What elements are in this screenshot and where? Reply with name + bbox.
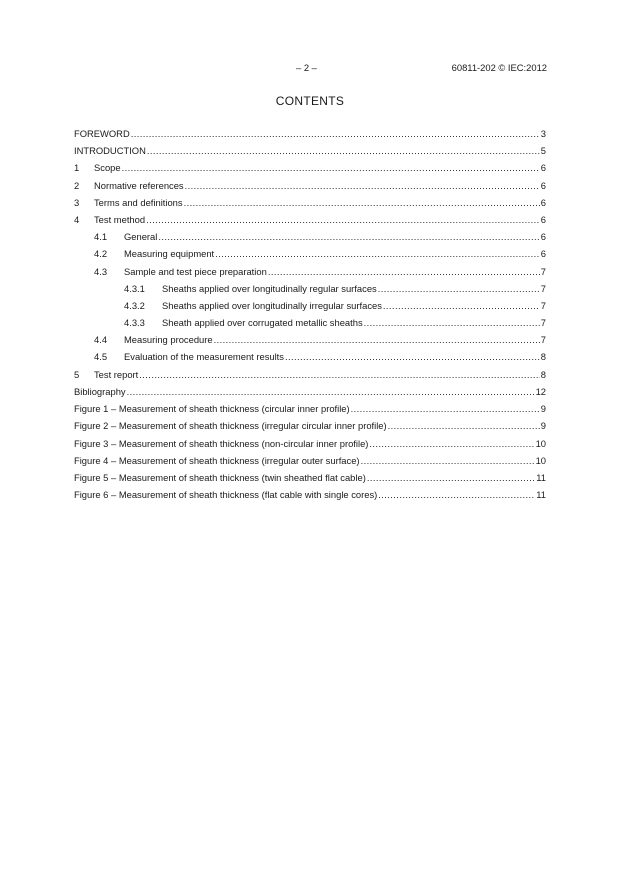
- toc-entry-page: 6: [540, 162, 546, 174]
- figure-entry-page: 10: [535, 437, 546, 449]
- toc-entry[interactable]: [74, 369, 546, 386]
- dot-leader: [361, 455, 535, 466]
- toc-entry-page: 6: [540, 196, 546, 208]
- toc-entry-page: 6: [540, 213, 546, 225]
- standard-reference: 60811-202 © IEC:2012: [451, 62, 547, 73]
- toc-entry-title: Measuring procedure: [124, 334, 213, 346]
- figure-entry[interactable]: [74, 472, 546, 489]
- dot-leader: [383, 300, 540, 311]
- toc-entry-title: Sample and test piece preparation: [124, 265, 267, 277]
- toc-entry-title: INTRODUCTION: [74, 145, 146, 157]
- toc-entry-page: 6: [540, 231, 546, 243]
- toc-entry-page: 7: [540, 317, 546, 329]
- toc-entry-number: 4.4: [94, 334, 108, 346]
- toc-entry[interactable]: [74, 300, 546, 317]
- toc-entry-page: 3: [540, 128, 546, 139]
- figure-entry-title: Figure 6 – Measurement of sheath thickness (flat cable with single cores): [74, 489, 378, 501]
- toc-entry[interactable]: [74, 214, 546, 231]
- toc-entry-title: Test report: [94, 368, 139, 380]
- toc-entry-title: Scope: [94, 162, 121, 174]
- toc-entry-title: Sheaths applied over longitudinally irregular surfaces: [162, 299, 382, 311]
- toc-entry-title: Measuring equipment: [124, 248, 215, 260]
- dot-leader: [139, 369, 539, 380]
- toc-entry-page: 6: [540, 179, 546, 191]
- toc-entry-title: FOREWORD: [74, 128, 130, 139]
- dot-leader: [388, 420, 540, 431]
- figure-entry-page: 9: [540, 403, 546, 414]
- toc-entry-number: 3: [74, 196, 80, 208]
- dot-leader: [146, 214, 540, 225]
- toc-entry[interactable]: [74, 231, 546, 248]
- toc-entry-page: 8: [540, 368, 546, 380]
- contents-title: CONTENTS: [275, 94, 345, 108]
- figure-entry-page: 10: [535, 454, 546, 466]
- dot-leader: [185, 180, 540, 191]
- toc-entry-page: 6: [540, 248, 546, 260]
- dot-leader: [122, 162, 540, 173]
- dot-leader: [214, 334, 540, 345]
- figure-entry-page: 9: [540, 420, 546, 432]
- toc-entry-number: 4.3: [94, 265, 108, 277]
- toc-entry-number: 1: [74, 162, 80, 174]
- table-of-contents: [74, 128, 546, 403]
- toc-entry-page: 7: [540, 265, 546, 277]
- toc-entry[interactable]: [74, 351, 546, 368]
- figure-entry[interactable]: [74, 489, 546, 506]
- toc-entry-page: 7: [540, 282, 546, 294]
- dot-leader: [268, 266, 540, 277]
- toc-entry[interactable]: [74, 180, 546, 197]
- dot-leader: [184, 197, 540, 208]
- figure-entry-page: 11: [536, 489, 546, 501]
- toc-entry-title: Sheath applied over corrugated metallic sheaths: [162, 317, 363, 329]
- toc-entry-number: 2: [74, 179, 80, 191]
- toc-entry[interactable]: [74, 145, 546, 162]
- toc-entry-title: Terms and definitions: [94, 196, 183, 208]
- toc-entry-title: Normative references: [94, 179, 184, 191]
- toc-entry-page: 7: [540, 334, 546, 346]
- toc-entry-title: Bibliography: [74, 385, 126, 397]
- dot-leader: [378, 489, 535, 500]
- toc-entry-title: Sheaths applied over longitudinally regular surfaces: [162, 282, 377, 294]
- toc-entry-page: 12: [535, 385, 546, 397]
- figure-entry-title: Figure 2 – Measurement of sheath thickness (irregular circular inner profile): [74, 420, 387, 432]
- figure-entry[interactable]: [74, 438, 546, 455]
- toc-entry[interactable]: [74, 266, 546, 283]
- toc-entry[interactable]: [74, 128, 546, 145]
- dot-leader: [127, 386, 535, 397]
- toc-entry-page: 7: [540, 299, 546, 311]
- toc-entry-title: Evaluation of the measurement results: [124, 351, 284, 363]
- toc-entry[interactable]: [74, 197, 546, 214]
- dot-leader: [367, 472, 535, 483]
- figure-entry[interactable]: [74, 403, 546, 420]
- figure-entry-title: Figure 4 – Measurement of sheath thickness (irregular outer surface): [74, 454, 360, 466]
- dot-leader: [364, 317, 540, 328]
- toc-entry-number: 4: [74, 213, 80, 225]
- toc-entry-number: 5: [74, 368, 80, 380]
- toc-entry-number: 4.3.3: [124, 317, 145, 329]
- dot-leader: [369, 438, 534, 449]
- page-number: – 2 –: [296, 62, 317, 73]
- dot-leader: [351, 403, 540, 414]
- dot-leader: [285, 351, 540, 362]
- toc-entry[interactable]: [74, 162, 546, 179]
- toc-entry-number: 4.3.1: [124, 282, 145, 294]
- toc-entry[interactable]: [74, 386, 546, 403]
- figure-entry-page: 11: [536, 472, 546, 484]
- toc-entry-number: 4.2: [94, 248, 108, 260]
- toc-entry-page: 5: [540, 145, 546, 157]
- figure-entry-title: Figure 3 – Measurement of sheath thickness (non-circular inner profile): [74, 437, 369, 449]
- toc-entry-title: Test method: [94, 213, 146, 225]
- dot-leader: [147, 145, 540, 156]
- toc-entry[interactable]: [74, 317, 546, 334]
- toc-entry[interactable]: [74, 283, 546, 300]
- toc-entry[interactable]: [74, 334, 546, 351]
- figure-entry-title: Figure 5 – Measurement of sheath thickness (twin sheathed flat cable): [74, 472, 366, 484]
- figure-entry[interactable]: [74, 455, 546, 472]
- page-header: [0, 62, 620, 74]
- dot-leader: [215, 248, 540, 259]
- toc-entry-number: 4.1: [94, 231, 108, 243]
- toc-entry-title: General: [124, 231, 158, 243]
- toc-entry[interactable]: [74, 248, 546, 265]
- dot-leader: [131, 128, 540, 139]
- dot-leader: [158, 231, 539, 242]
- toc-entry-page: 8: [540, 351, 546, 363]
- list-of-figures: [74, 403, 546, 507]
- dot-leader: [378, 283, 540, 294]
- toc-entry-number: 4.5: [94, 351, 108, 363]
- figure-entry[interactable]: [74, 420, 546, 437]
- toc-entry-number: 4.3.2: [124, 299, 145, 311]
- figure-entry-title: Figure 1 – Measurement of sheath thickness (circular inner profile): [74, 403, 350, 414]
